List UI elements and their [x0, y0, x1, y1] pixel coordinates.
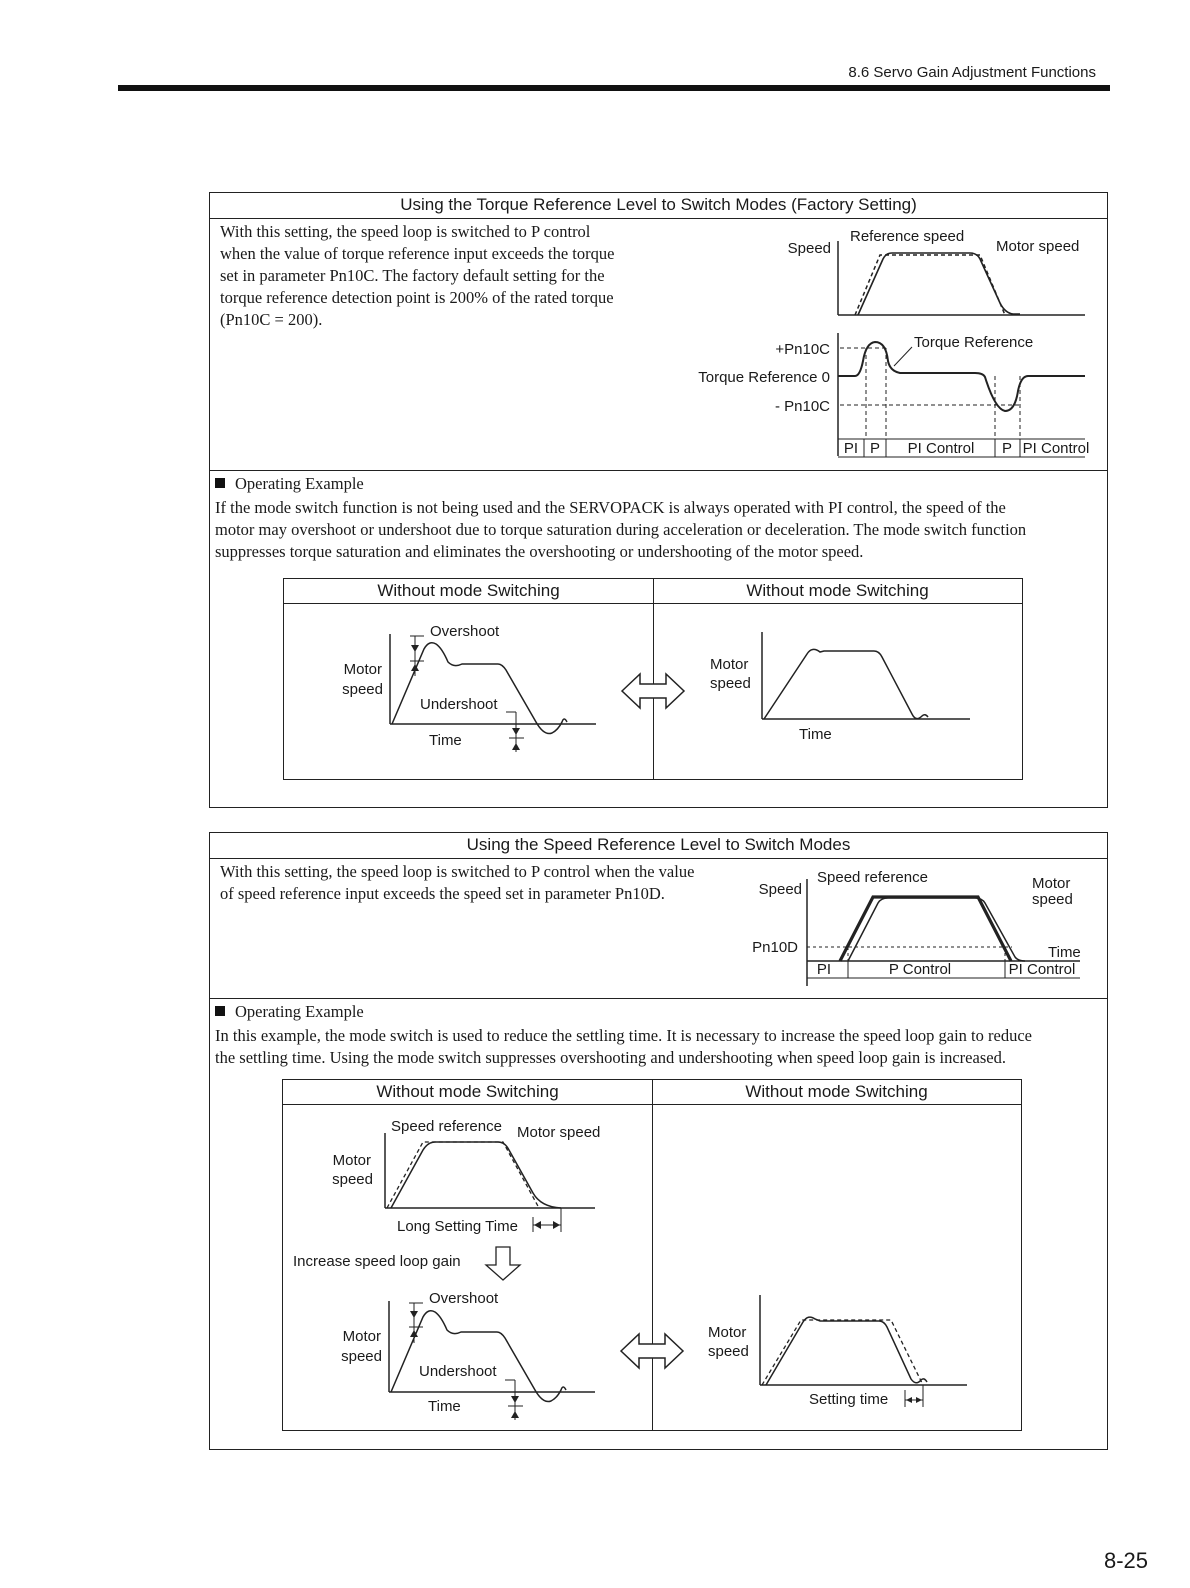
arrow-down-icon	[511, 1396, 519, 1403]
speed-response-with-switching	[654, 604, 1022, 779]
torque-reference-label: Torque Reference	[914, 334, 1034, 351]
arrow-down-icon	[410, 1311, 418, 1318]
mode-label: P	[869, 440, 881, 457]
arrow-right-icon	[916, 1397, 922, 1403]
motor-label: Motor	[332, 1152, 371, 1169]
speed-switch-section	[209, 832, 1108, 1450]
motor-speed-curve	[848, 898, 1025, 961]
speed-label: speed	[708, 1343, 749, 1360]
arrow-up-icon	[512, 743, 520, 750]
bullet-square-icon	[215, 1006, 225, 1016]
arrow-down-icon	[512, 728, 520, 735]
setting-time-label: Setting time	[809, 1391, 889, 1408]
page-number: 8-25	[1103, 1548, 1148, 1573]
motor-label: Motor	[342, 1328, 381, 1345]
heading-text: Operating Example	[235, 474, 364, 493]
arrow-left-icon	[906, 1397, 912, 1403]
page-header-title: 8.6 Servo Gain Adjustment Functions	[848, 64, 1096, 81]
speed-reference-curve	[840, 897, 1011, 961]
comparison-table	[282, 1079, 1022, 1431]
description-line: when the value of torque reference input exceeds the torque	[220, 244, 615, 263]
long-setting-time-label: Long Setting Time	[397, 1218, 518, 1235]
torque-switch-section	[209, 192, 1108, 808]
description-line: torque reference detection point is 200% of the rated torque	[220, 288, 614, 307]
motor-speed-label: Motor speed	[996, 238, 1080, 255]
overshoot-label: Overshoot	[429, 1290, 499, 1307]
reference-speed-label: Reference speed	[850, 228, 965, 245]
text-line: suppresses torque saturation and eliminates the overshooting or undershooting of the motor speed.	[215, 542, 864, 561]
mode-label: PI Control	[1008, 961, 1076, 978]
level-label: Pn10D	[752, 939, 798, 956]
speed-reference-label: Speed reference	[391, 1118, 502, 1135]
motor-speed-label: speed	[1032, 891, 1073, 908]
arrow-up-icon	[511, 1411, 519, 1418]
text-line: the settling time. Using the mode switch suppresses overshooting and undershooting when speed loop gain is increased.	[215, 1048, 1006, 1067]
time-label: Time	[429, 732, 462, 749]
section-description	[220, 221, 680, 331]
overshoot-label: Overshoot	[430, 623, 500, 640]
leader-line	[894, 347, 912, 366]
operating-example-heading	[215, 1001, 364, 1023]
gain-increase-comparison-left	[283, 1105, 651, 1430]
undershoot-label: Undershoot	[419, 1363, 497, 1380]
section-divider	[210, 470, 1107, 471]
motor-speed-curve	[858, 253, 1020, 315]
motor-label: Motor	[710, 656, 749, 673]
negative-level-label: - Pn10C	[774, 398, 830, 415]
mode-label: P	[1001, 440, 1013, 457]
mode-label: PI Control	[1022, 440, 1090, 457]
mode-label: P Control	[888, 961, 952, 978]
comparison-header-right: Without mode Switching	[746, 581, 929, 600]
torque-zero-label: Torque Reference 0	[698, 369, 830, 386]
speed-axis-label: Speed	[787, 240, 831, 257]
speed-label: speed	[710, 675, 751, 692]
text-line: In this example, the mode switch is used to reduce the settling time. It is necessary to increase the speed loop gain to reduce	[215, 1026, 1032, 1045]
operating-example-text	[215, 497, 1099, 563]
time-label: Time	[428, 1398, 461, 1415]
motor-speed-response-curve	[392, 643, 567, 734]
description-line: With this setting, the speed loop is switched to P control when the value	[220, 862, 695, 881]
time-label: Time	[799, 726, 832, 743]
motor-speed-response-curve	[391, 1311, 566, 1402]
motor-speed-response-curve	[764, 649, 928, 719]
section-divider	[210, 998, 1107, 999]
motor-label: Motor	[708, 1324, 747, 1341]
mode-label: PI	[843, 440, 859, 457]
speed-response-without-switching	[284, 604, 652, 779]
arrow-down-icon	[411, 645, 419, 652]
arrow-down-outline-icon	[486, 1247, 520, 1280]
section-title: Using the Speed Reference Level to Switch Modes	[210, 833, 1107, 859]
increase-gain-label: Increase speed loop gain	[293, 1253, 461, 1270]
speed-label: speed	[341, 1348, 382, 1365]
motor-label: Motor	[343, 661, 382, 678]
gain-increase-comparison-right	[653, 1105, 1021, 1430]
torque-reference-curve	[838, 342, 1085, 411]
speed-label: speed	[332, 1171, 373, 1188]
comparison-header-left: Without mode Switching	[377, 581, 560, 600]
motor-speed-curve	[391, 1142, 561, 1208]
comparison-header-right: Without mode Switching	[745, 1082, 928, 1101]
speed-reference-label: Speed reference	[817, 869, 928, 886]
mode-label: PI	[816, 961, 832, 978]
arrow-right-icon	[553, 1221, 560, 1229]
speed-axis-label: Speed	[758, 881, 802, 898]
description-line: set in parameter Pn10C. The factory default setting for the	[220, 266, 605, 285]
positive-level-label: +Pn10C	[775, 341, 830, 358]
motor-speed-label: Motor speed	[517, 1124, 601, 1141]
header-rule	[118, 85, 1110, 91]
description-line: With this setting, the speed loop is switched to P control	[220, 222, 591, 241]
torque-switch-diagram	[680, 221, 1105, 467]
description-line: of speed reference input exceeds the speed set in parameter Pn10D.	[220, 884, 665, 903]
time-label: Time	[1048, 944, 1081, 961]
description-line: (Pn10C = 200).	[220, 310, 323, 329]
section-description	[220, 861, 750, 905]
motor-label: Motor	[1032, 875, 1071, 892]
speed-label: speed	[342, 681, 383, 698]
bullet-square-icon	[215, 478, 225, 488]
undershoot-label: Undershoot	[420, 696, 498, 713]
comparison-table	[283, 578, 1023, 780]
motor-speed-curve	[766, 1317, 927, 1385]
speed-switch-diagram	[740, 861, 1105, 996]
text-line: If the mode switch function is not being used and the SERVOPACK is always operated with PI control, the speed of the	[215, 498, 1006, 517]
operating-example-text	[215, 1025, 1099, 1069]
comparison-header-left: Without mode Switching	[376, 1082, 559, 1101]
section-title: Using the Torque Reference Level to Switch Modes (Factory Setting)	[210, 193, 1107, 219]
mode-label: PI Control	[907, 440, 975, 457]
text-line: motor may overshoot or undershoot due to torque saturation during acceleration or deceleration. The mode switch function	[215, 520, 1027, 539]
heading-text: Operating Example	[235, 1002, 364, 1021]
operating-example-heading	[215, 473, 364, 495]
arrow-left-icon	[534, 1221, 541, 1229]
